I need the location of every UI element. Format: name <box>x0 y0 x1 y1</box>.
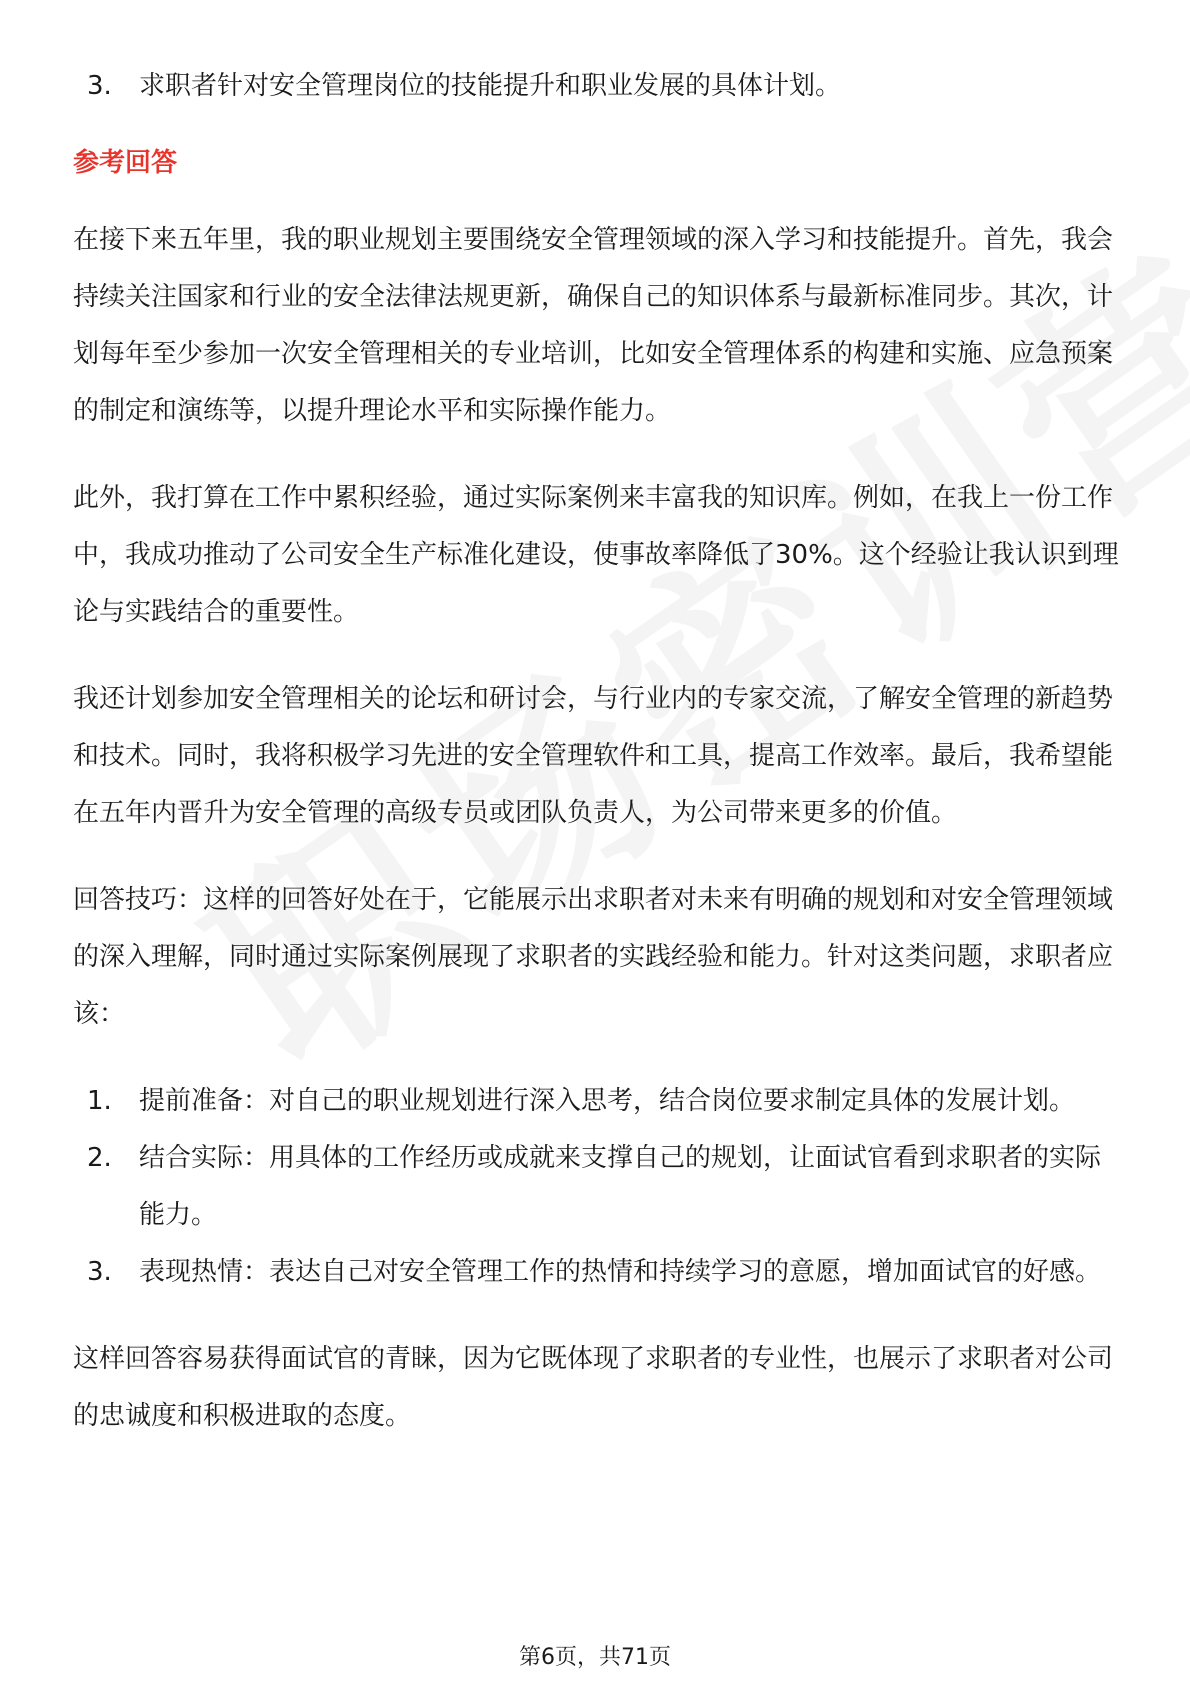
tip-item-3 <box>73 1244 1123 1301</box>
document-body <box>73 58 1123 1445</box>
list-number: 1. <box>87 1086 112 1116</box>
tips-intro: 回答技巧：这样的回答好处在于，它能展示出求职者对未来有明确的规划和对安全管理领域的深入理解，同时通过实际案例展现了求职者的实践经验和能力。针对这类问题，求职者应该： <box>73 885 1114 1029</box>
list-text: 求职者针对安全管理岗位的技能提升和职业发展的具体计划。 <box>139 71 842 101</box>
page-footer: 第6页，共71页 <box>519 1645 671 1670</box>
list-number: 2. <box>87 1143 112 1173</box>
answer-heading: 参考回答 <box>73 148 178 178</box>
closing-paragraph: 这样回答容易获得面试官的青睐，因为它既体现了求职者的专业性，也展示了求职者对公司的忠诚度和积极进取的态度。 <box>73 1344 1114 1431</box>
list-text: 表现热情：表达自己对安全管理工作的热情和持续学习的意愿，增加面试官的好感。 <box>139 1257 1102 1287</box>
paragraph-1: 在接下来五年里，我的职业规划主要围绕安全管理领域的深入学习和技能提升。首先，我会持续关注国家和行业的安全法律法规更新，确保自己的知识体系与最新标准同步。其次，计划每年至少参加一次安全管理相关的专业培训，比如安全管理体系的构建和实施、应急预案的制定和演练等，以提升理论水平和实际操作能力。 <box>73 225 1114 426</box>
paragraph-2: 此外，我打算在工作中累积经验，通过实际案例来丰富我的知识库。例如，在我上一份工作中，我成功推动了公司安全生产标准化建设，使事故率降低了30%。这个经验让我认识到理论与实践结合的重要性。 <box>73 483 1119 627</box>
list-text: 结合实际：用具体的工作经历或成就来支撑自己的规划，让面试官看到求职者的实际能力。 <box>139 1143 1102 1230</box>
tip-item-1 <box>73 1073 1123 1130</box>
list-number: 3. <box>87 71 112 101</box>
paragraph-3: 我还计划参加安全管理相关的论坛和研讨会，与行业内的专家交流，了解安全管理的新趋势和技术。同时，我将积极学习先进的安全管理软件和工具，提高工作效率。最后，我希望能在五年内晋升为安全管理的高级专员或团队负责人，为公司带来更多的价值。 <box>73 684 1114 828</box>
list-number: 3. <box>87 1257 112 1287</box>
tip-item-2 <box>73 1130 1123 1244</box>
list-text: 提前准备：对自己的职业规划进行深入思考，结合岗位要求制定具体的发展计划。 <box>139 1086 1076 1116</box>
list-item <box>73 58 1123 115</box>
